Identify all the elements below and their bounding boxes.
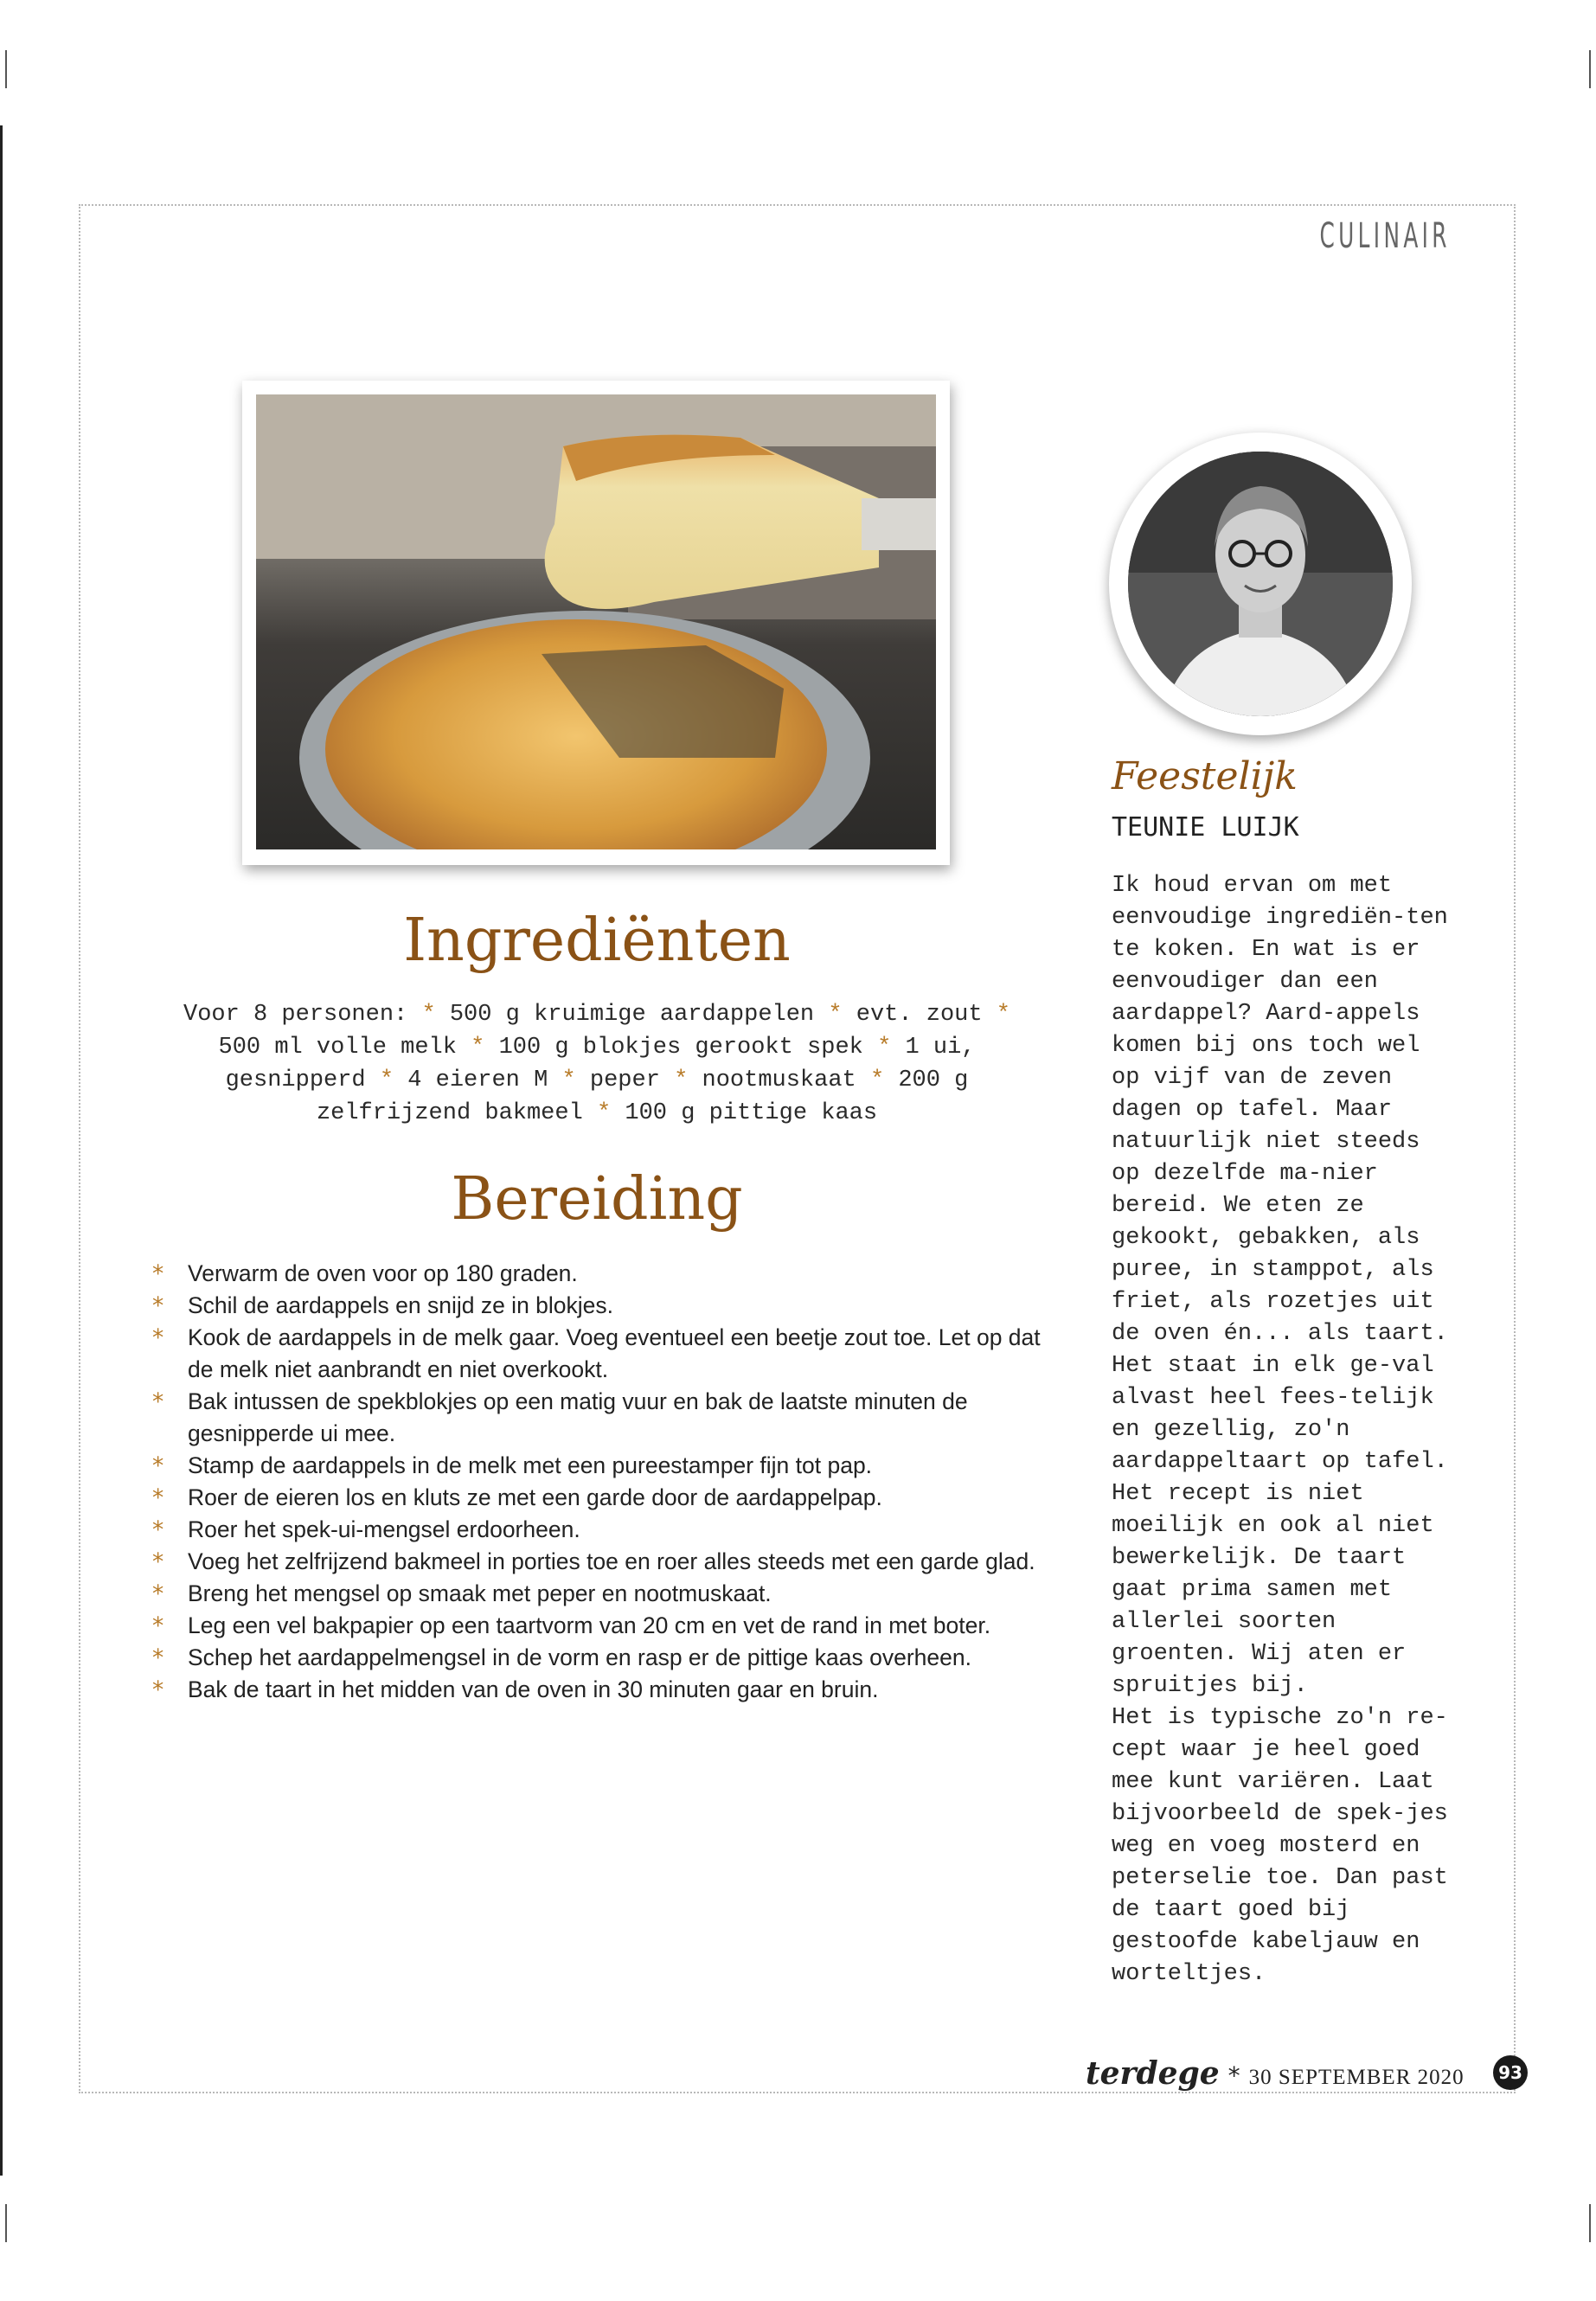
preparation-step xyxy=(152,1578,1069,1610)
step-text: Kook de aardappels in de melk gaar. Voeg eventueel een beetje zout toe. Let op dat de melk niet aanbrandt en niet overkookt. xyxy=(188,1324,1041,1382)
ingredient-item: nootmuskaat xyxy=(702,1067,856,1093)
step-text: Breng het mengsel op smaak met peper en nootmuskaat. xyxy=(188,1580,772,1606)
crop-mark xyxy=(5,2204,7,2242)
ingredients-heading: Ingrediënten xyxy=(403,907,791,975)
issue-date: 30 SEPTEMBER 2020 xyxy=(1248,2066,1465,2089)
step-text: Verwarm de oven voor op 180 graden. xyxy=(188,1260,578,1286)
bullet-star: * xyxy=(152,1484,164,1511)
portrait-illustration xyxy=(1128,452,1393,716)
preparation-step xyxy=(152,1482,1069,1514)
section-label: CULINAIR xyxy=(1319,216,1451,256)
bullet-star: * xyxy=(152,1260,164,1287)
crop-mark xyxy=(5,50,7,88)
separator-star: * xyxy=(471,1035,485,1061)
separator-star: * xyxy=(869,1067,885,1093)
bullet-star: * xyxy=(152,1324,164,1351)
bullet-star: * xyxy=(152,1548,164,1575)
bullet-star: * xyxy=(152,1612,164,1639)
preparation-step xyxy=(152,1674,1069,1706)
potato-tart-illustration xyxy=(256,394,936,849)
ingredient-item: 100 g blokjes gerookt spek xyxy=(498,1035,863,1061)
ingredient-item: 500 g kruimige aardappelen xyxy=(449,1002,815,1028)
separator-star: * xyxy=(597,1100,612,1126)
preparation-steps xyxy=(152,1258,1069,1706)
bullet-star: * xyxy=(152,1676,164,1703)
ingredient-item: 500 ml volle melk xyxy=(218,1035,457,1061)
page-footer xyxy=(1086,2055,1465,2092)
separator-star: * xyxy=(877,1035,892,1061)
ingredient-item: 200 g zelfrijzend bakmeel xyxy=(316,1067,969,1126)
bullet-star: * xyxy=(152,1644,164,1671)
column-paragraph: Het is typische zo'n re-cept waar je heel goed mee kunt variëren. Laat bijvoorbeeld de spek-jes weg en voeg mosterd en peterselie toe. Dan past de taart goed bij gestoofde kabeljauw en worteltjes. xyxy=(1112,1705,1448,1987)
ingredient-item: evt. zout xyxy=(856,1002,983,1028)
step-text: Roer het spek-ui-mengsel erdoorheen. xyxy=(188,1516,580,1542)
step-text: Schep het aardappelmengsel in de vorm en rasp er de pittige kaas overheen. xyxy=(188,1644,971,1670)
crop-mark xyxy=(1589,50,1591,88)
step-text: Leg een vel bakpapier op een taartvorm van 20 cm en vet de rand in met boter. xyxy=(188,1612,991,1638)
bullet-star: * xyxy=(152,1452,164,1479)
separator-star: * xyxy=(379,1067,394,1093)
separator-star: * xyxy=(421,1002,436,1028)
page-edge-rule xyxy=(0,125,3,2176)
preparation-step xyxy=(152,1450,1069,1482)
step-text: Schil de aardappels en snijd ze in blokjes. xyxy=(188,1292,614,1318)
step-text: Stamp de aardappels in de melk met een pureestamper fijn tot pap. xyxy=(188,1452,873,1478)
crop-mark xyxy=(1589,2204,1591,2242)
preparation-step xyxy=(152,1322,1069,1386)
ingredients-intro: Voor 8 personen: xyxy=(183,1002,408,1028)
author-name: TEUNIE LUIJK xyxy=(1112,812,1299,843)
ingredient-item: peper xyxy=(589,1067,660,1093)
preparation-step xyxy=(152,1258,1069,1290)
recipe-photo xyxy=(256,394,936,849)
step-text: Bak intussen de spekblokjes op een matig vuur en bak de laatste minuten de gesnipperde ui mee. xyxy=(188,1388,968,1446)
separator-star: * xyxy=(996,1002,1010,1028)
preparation-step xyxy=(152,1386,1069,1450)
author-kicker: Feestelijk xyxy=(1112,754,1298,798)
page-number: 93 xyxy=(1493,2055,1528,2090)
recipe-photo-frame xyxy=(242,381,950,865)
ingredient-item: 1 ui, gesnipperd xyxy=(225,1035,976,1093)
bullet-star: * xyxy=(152,1388,164,1415)
step-text: Roer de eieren los en kluts ze met een garde door de aardappelpap. xyxy=(188,1484,882,1510)
author-portrait-frame xyxy=(1109,433,1412,735)
preparation-step xyxy=(152,1610,1069,1642)
magazine-brand: terdege xyxy=(1086,2055,1220,2092)
bullet-star: * xyxy=(152,1292,164,1319)
preparation-step xyxy=(152,1546,1069,1578)
bullet-star: * xyxy=(152,1516,164,1543)
separator-star: * xyxy=(674,1067,689,1093)
separator-star: * xyxy=(828,1002,843,1028)
step-text: Voeg het zelfrijzend bakmeel in porties toe en roer alles steeds met een garde glad. xyxy=(188,1548,1035,1574)
author-column xyxy=(1112,870,1458,1990)
footer-separator: * xyxy=(1227,2061,1240,2090)
author-portrait xyxy=(1128,452,1393,716)
preparation-heading: Bereiding xyxy=(451,1165,743,1234)
separator-star: * xyxy=(561,1067,576,1093)
preparation-step xyxy=(152,1290,1069,1322)
preparation-step xyxy=(152,1514,1069,1546)
ingredient-item: 4 eieren M xyxy=(407,1067,548,1093)
step-text: Bak de taart in het midden van de oven in 30 minuten gaar en bruin. xyxy=(188,1676,879,1702)
ingredient-item: 100 g pittige kaas xyxy=(625,1100,878,1126)
preparation-step xyxy=(152,1642,1069,1674)
bullet-star: * xyxy=(152,1580,164,1607)
column-paragraph: Ik houd ervan om met eenvoudige ingrediën-ten te koken. En wat is er eenvoudiger dan een aardappel? Aard-appels komen bij ons toch wel op vijf van de zeven dagen op tafel. Maar natuurlijk niet steeds op dezelfde ma-nier bereid. We eten ze gekookt, gebakken, als puree, in stamppot, als friet, als rozetjes uit de oven én... als taart. Het staat in elk ge-val alvast heel fees-telijk en gezellig, zo'n aardappeltaart op tafel. Het recept is niet moeilijk en ook al niet bewerkelijk. De taart gaat prima samen met allerlei soorten groenten. Wij aten er spruitjes bij. xyxy=(1112,873,1448,1699)
ingredients-list xyxy=(164,998,1029,1130)
